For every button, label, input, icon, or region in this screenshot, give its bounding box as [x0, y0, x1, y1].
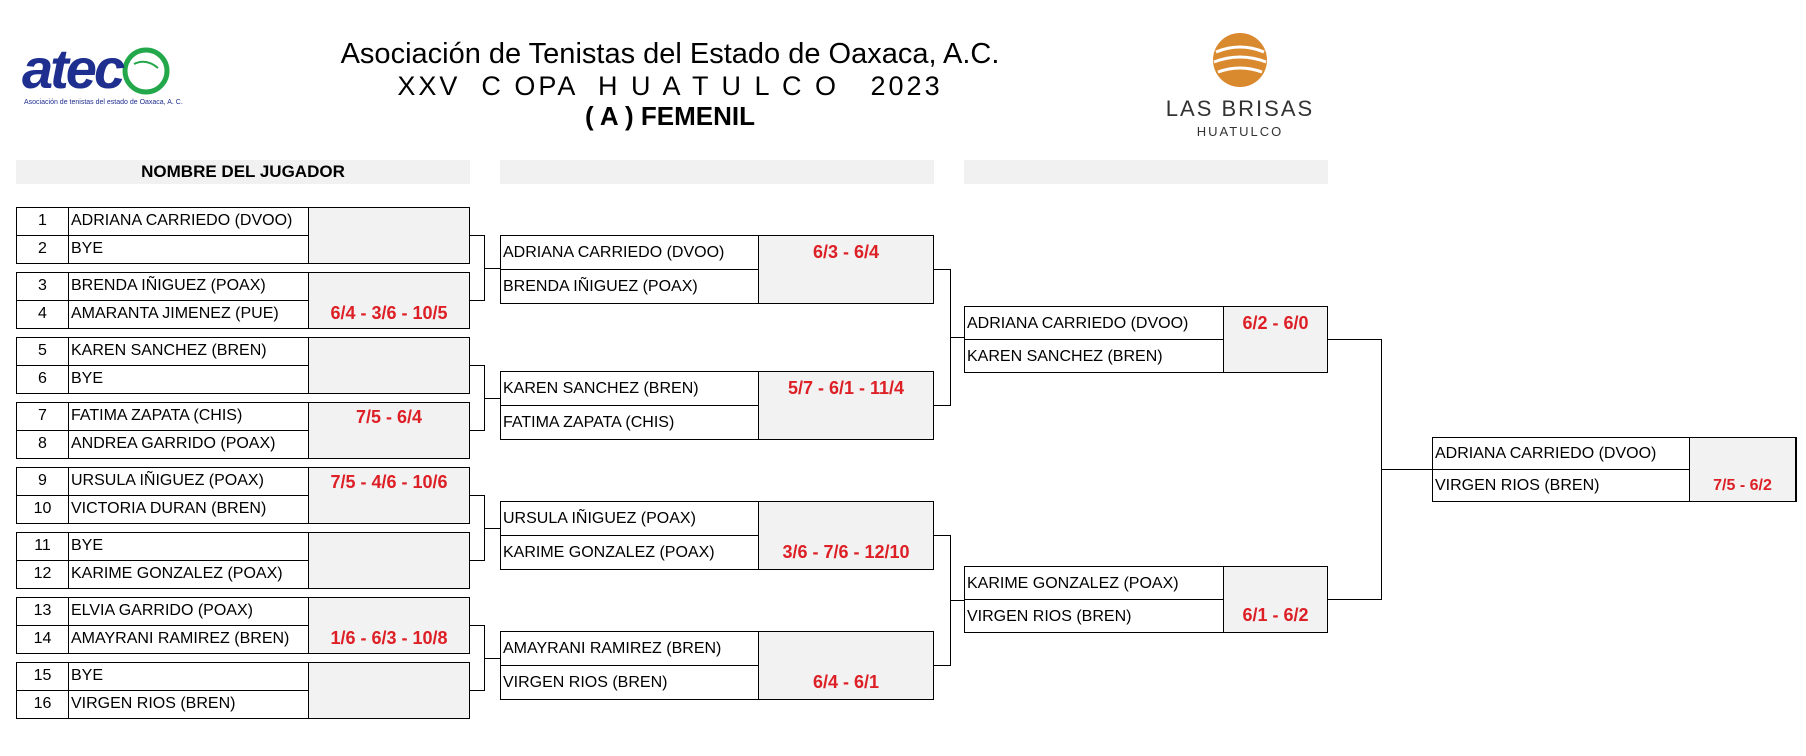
connector-line [950, 337, 964, 338]
connector-line [934, 535, 950, 536]
score-text: 6/3 - 6/4 [812, 242, 880, 262]
player-seed: 11 [16, 532, 69, 561]
score-text: 6/4 - 6/1 [812, 672, 880, 692]
player-seed: 3 [16, 272, 69, 301]
player-name: ANDREA GARRIDO (POAX) [68, 430, 309, 459]
player-seed: 9 [16, 467, 69, 496]
player-seed: 4 [16, 300, 69, 329]
connector-line [470, 560, 484, 561]
player-name: AMAYRANI RAMIREZ (BREN) [68, 625, 309, 654]
connector-line [934, 665, 950, 666]
player-name: BYE [68, 365, 309, 394]
player-name: VIRGEN RIOS (BREN) [964, 599, 1224, 633]
score-text: 7/5 - 4/6 - 10/6 [330, 472, 448, 492]
player-name: ADRIANA CARRIEDO (DVOO) [964, 306, 1224, 340]
match-score [758, 501, 934, 570]
match-score [308, 272, 470, 329]
connector-line [484, 398, 500, 399]
atec-logo-text: atec [22, 37, 123, 100]
connector-line [470, 495, 484, 496]
connector-line [1381, 469, 1432, 470]
connector-line [470, 430, 484, 431]
match-score [308, 337, 470, 394]
las-brisas-logo-mark [1160, 30, 1320, 90]
player-name: FATIMA ZAPATA (CHIS) [68, 402, 309, 431]
round2-column-header [500, 160, 934, 184]
player-seed: 16 [16, 690, 69, 719]
score-text: 7/5 - 6/2 [1713, 477, 1772, 494]
match-score [758, 235, 934, 304]
player-seed: 7 [16, 402, 69, 431]
player-name: VICTORIA DURAN (BREN) [68, 495, 309, 524]
player-name: KAREN SANCHEZ (BREN) [964, 339, 1224, 373]
player-name: ADRIANA CARRIEDO (DVOO) [68, 207, 309, 236]
connector-line [484, 658, 500, 659]
connector-line [484, 528, 500, 529]
connector-line [934, 269, 950, 270]
connector-line [1328, 339, 1381, 340]
player-seed: 6 [16, 365, 69, 394]
player-name: KAREN SANCHEZ (BREN) [68, 337, 309, 366]
score-text: 6/4 - 3/6 - 10/5 [330, 303, 448, 323]
player-name: AMARANTA JIMENEZ (PUE) [68, 300, 309, 329]
player-seed: 13 [16, 597, 69, 626]
player-name: ELVIA GARRIDO (POAX) [68, 597, 309, 626]
player-name: ADRIANA CARRIEDO (DVOO) [500, 235, 759, 270]
match-score [758, 371, 934, 440]
score-text: 3/6 - 7/6 - 12/10 [782, 542, 910, 562]
connector-line [950, 600, 964, 601]
player-name: FATIMA ZAPATA (CHIS) [500, 405, 759, 440]
atec-logo [22, 37, 183, 110]
connector-line [470, 300, 484, 301]
match-score [308, 662, 470, 719]
player-name: BRENDA IÑIGUEZ (POAX) [68, 272, 309, 301]
match-score [308, 467, 470, 524]
player-seed: 8 [16, 430, 69, 459]
player-seed: 1 [16, 207, 69, 236]
player-seed: 12 [16, 560, 69, 589]
las-brisas-brand: LAS BRISAS [1165, 96, 1315, 121]
score-text: 1/6 - 6/3 - 10/8 [330, 628, 448, 648]
player-name: ADRIANA CARRIEDO (DVOO) [1432, 437, 1690, 470]
score-text: 5/7 - 6/1 - 11/4 [787, 378, 905, 398]
player-name: VIRGEN RIOS (BREN) [68, 690, 309, 719]
player-name: BRENDA IÑIGUEZ (POAX) [500, 269, 759, 304]
connector-line [934, 405, 950, 406]
match-score [1223, 566, 1328, 633]
connector-line [484, 268, 500, 269]
round3-column-header [964, 160, 1328, 184]
score-text: 7/5 - 6/4 [355, 407, 423, 427]
player-name: VIRGEN RIOS (BREN) [500, 665, 759, 700]
player-seed: 14 [16, 625, 69, 654]
las-brisas-sub: HUATULCO [1196, 124, 1284, 139]
match-score [1689, 437, 1797, 502]
connector-line [470, 690, 484, 691]
player-column-header: NOMBRE DEL JUGADOR [16, 160, 470, 184]
match-score [758, 631, 934, 700]
org-title: Asociación de Tenistas del Estado de Oaxaca, A.C. [340, 38, 1000, 70]
player-name: KARIME GONZALEZ (POAX) [68, 560, 309, 589]
player-name: BYE [68, 532, 309, 561]
player-name: URSULA IÑIGUEZ (POAX) [500, 501, 759, 536]
atec-logo-subtitle: Asociación de tenistas del estado de Oaxaca, A. C. [24, 99, 183, 106]
player-name: KARIME GONZALEZ (POAX) [500, 535, 759, 570]
connector-line [470, 365, 484, 366]
player-name: URSULA IÑIGUEZ (POAX) [68, 467, 309, 496]
player-seed: 10 [16, 495, 69, 524]
match-score [308, 532, 470, 589]
player-name: AMAYRANI RAMIREZ (BREN) [500, 631, 759, 666]
player-seed: 5 [16, 337, 69, 366]
player-name: BYE [68, 662, 309, 691]
score-text: 6/1 - 6/2 [1242, 605, 1309, 625]
match-score [308, 207, 470, 264]
player-name: VIRGEN RIOS (BREN) [1432, 469, 1690, 502]
match-score [1223, 306, 1328, 373]
player-seed: 2 [16, 235, 69, 264]
connector-line [470, 625, 484, 626]
player-seed: 15 [16, 662, 69, 691]
score-text: 6/2 - 6/0 [1242, 313, 1309, 333]
connector-line [470, 235, 484, 236]
player-name: KARIME GONZALEZ (POAX) [964, 566, 1224, 600]
player-name: KAREN SANCHEZ (BREN) [500, 371, 759, 406]
player-name: BYE [68, 235, 309, 264]
match-score [308, 597, 470, 654]
category-title: ( A ) FEMENIL [585, 101, 755, 131]
tournament-title: XXV C OPA H U A T U L C O 2023 [397, 71, 943, 101]
connector-line [1328, 599, 1381, 600]
match-score [308, 402, 470, 459]
las-brisas-logo [1160, 30, 1320, 142]
